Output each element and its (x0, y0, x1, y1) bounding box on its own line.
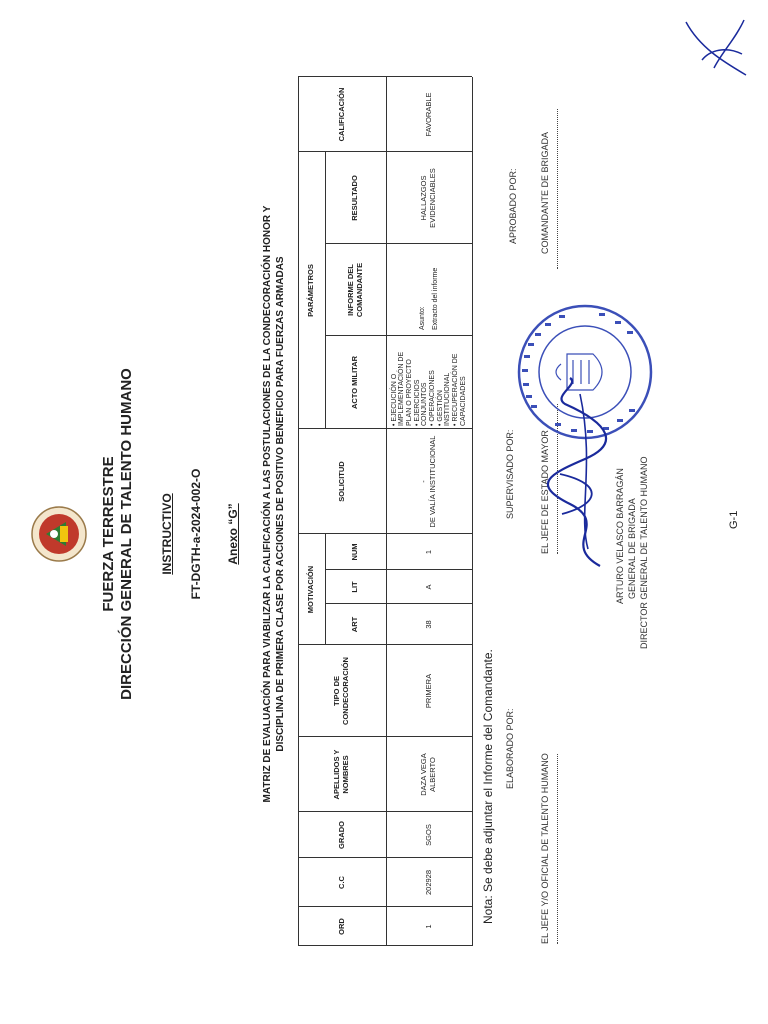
header-lit: LIT (350, 581, 360, 593)
supervisado-role: EL JEFE DE ESTADO MAYOR (540, 430, 550, 554)
cell-ord: 1 (423, 924, 433, 929)
aprobado-signature-line (557, 109, 558, 269)
acto-item: • EJERCICIOS CONJUNTOS (413, 379, 429, 426)
acto-item: • EJECUCIÓN O IMPLEMENTACIÓN DE PLAN O PROYECTO (390, 351, 413, 426)
solicitud-text: DE VALÍA INSTITUCIONAL (428, 435, 437, 528)
director-title: DIRECTOR GENERAL DE TALENTO HUMANO (639, 456, 649, 649)
elaborado-label: ELABORADO POR: (505, 708, 515, 789)
aprobado-role: COMANDANTE DE BRIGADA (540, 131, 550, 254)
matrix-title-line-2: DISCIPLINA DE PRIMERA CLASE POR ACCIONES DE POSITIVO BENEFICIO PARA FUERZAS ARMADAS (275, 256, 286, 752)
acto-item: • OPERACIONES (429, 370, 436, 426)
header-grado: GRADO (336, 821, 346, 849)
cell-grado: SGOS (423, 824, 433, 846)
institution-logo-icon (30, 504, 88, 564)
cell-solicitud (386, 429, 472, 534)
org-name: FUERZA TERRESTRE (100, 456, 117, 612)
table-border-bottom (472, 77, 473, 946)
supervisado-label: SUPERVISADO POR: (505, 429, 515, 519)
header-motivacion: MOTIVACIÓN (306, 565, 316, 614)
solicitud-bullet: - (419, 480, 429, 483)
note-text: Nota: Se debe adjuntar el Informe del Comandante. (481, 649, 495, 924)
header-acto-militar: ACTO MILITAR (350, 355, 360, 410)
header-parametros: PARÁMETROS (306, 264, 316, 317)
acto-item: • RECUPERACIÓN DE CAPACIDADES (452, 353, 467, 426)
informe-label: Asunto: (418, 306, 426, 330)
annex-label: Anexo “G” (226, 503, 240, 565)
cell-resultado: HALLAZGOS EVIDENCIABLES (419, 168, 437, 228)
director-signature-icon (540, 374, 620, 574)
header-calificacion: CALIFICACIÓN (336, 87, 346, 142)
cell-cc: 202928 (423, 869, 433, 896)
acto-item: • GESTIÓN INSTITUCIONAL (436, 372, 452, 426)
directorate-name: DIRECCIÓN GENERAL DE TALENTO HUMANO (118, 368, 135, 700)
header-ord: ORD (336, 918, 346, 935)
elaborado-signature-line (557, 754, 558, 944)
header-cc: C.C (336, 876, 346, 889)
doc-type: INSTRUCTIVO (160, 493, 174, 575)
matrix-title-line-1: MATRIZ DE EVALUACIÓN PARA VIABILIZAR LA CALIFICACIÓN A LAS POSTULACIONES DE LA CONDECORACIÓN HONOR Y (262, 205, 273, 803)
header-apellidos: APELLIDOS Y NOMBRES (332, 749, 350, 800)
director-rank: GENERAL DE BRIGADA (627, 498, 637, 599)
header-art: ART (350, 616, 360, 633)
header-resultado: RESULTADO (350, 175, 360, 221)
header-tipo: TIPO DE CONDECORACIÓN (332, 657, 350, 725)
elaborado-role: EL JEFE Y/O OFICIAL DE TALENTO HUMANO (540, 753, 550, 944)
cell-calificacion: FAVORABLE (423, 92, 433, 137)
header-solicitud: SOLICITUD (336, 461, 346, 502)
aprobado-label: APROBADO POR: (508, 168, 518, 244)
cell-art: 38 (423, 620, 433, 629)
doc-code: FT-DGTH-a-2024-002-O (189, 468, 203, 600)
header-num: NUM (350, 543, 360, 561)
cell-informe (386, 244, 472, 336)
cell-num: 1 (423, 549, 433, 555)
cell-lit: A (423, 584, 433, 590)
director-name: ARTURO VELASCO BARRAGÁN (615, 468, 625, 604)
page-number: G-1 (728, 510, 740, 529)
cell-acto-militar (388, 338, 470, 426)
informe-text: Extracto del informe (431, 267, 439, 330)
cell-tipo: PRIMERA (423, 673, 433, 709)
cell-apellidos: DAZA VEGA ALBERTO (419, 753, 437, 796)
header-informe: INFORME DEL COMANDANTE (345, 262, 364, 318)
initials-mark-icon (680, 15, 755, 80)
